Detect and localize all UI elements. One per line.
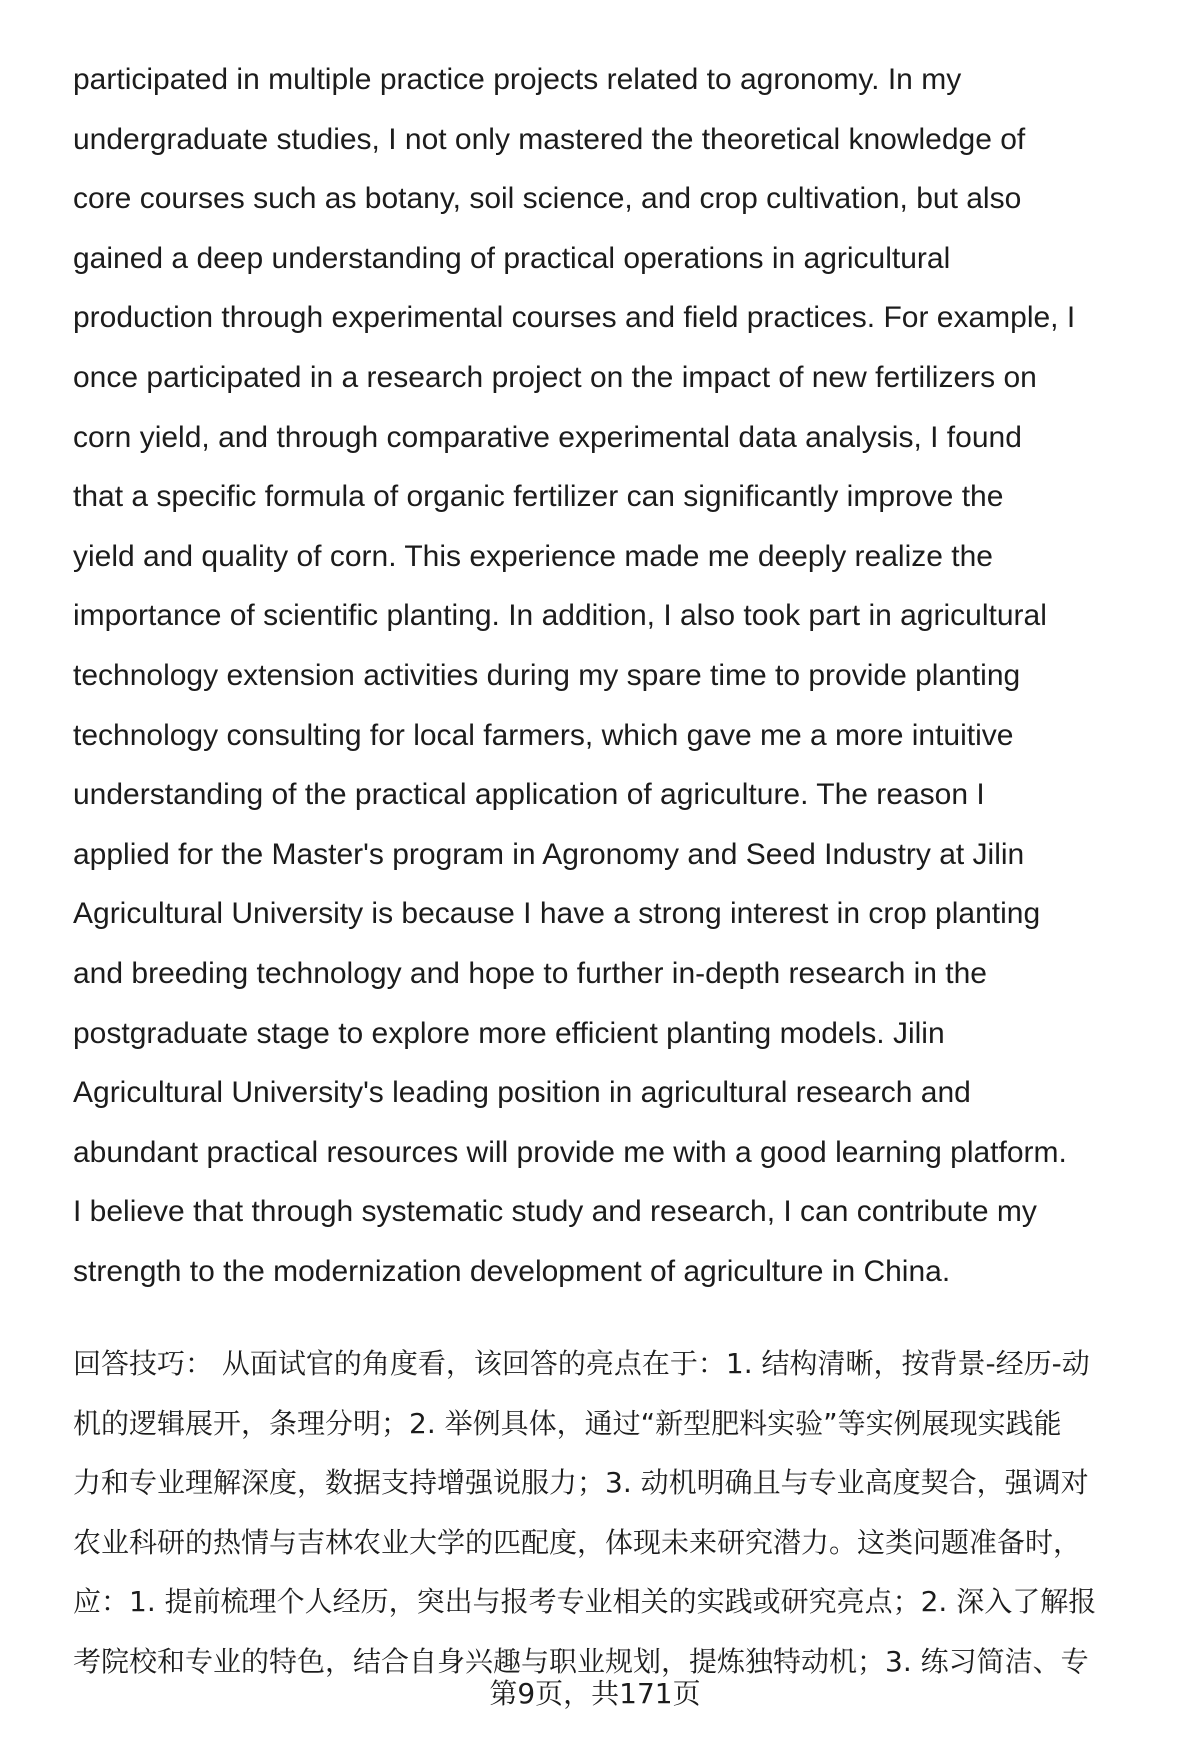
page-footer <box>0 1676 1200 1712</box>
paragraph-line: undergraduate studies, I not only mastered the theoretical knowledge of <box>73 122 1026 156</box>
answer-tips-paragraph <box>73 1334 1183 1691</box>
paragraph-line: I believe that through systematic study and research, I can contribute my <box>73 1195 1037 1229</box>
paragraph-line: applied for the Master's program in Agronomy and Seed Industry at Jilin <box>73 837 1025 871</box>
paragraph-line: yield and quality of corn. This experience made me deeply realize the <box>73 539 993 573</box>
tips-line: 机的逻辑展开，条理分明；2. 举例具体，通过“新型肥料实验”等实例展现实践能 <box>73 1406 1062 1440</box>
tips-line: 力和专业理解深度，数据支持增强说服力；3. 动机明确且与专业高度契合，强调对 <box>73 1466 1089 1499</box>
paragraph-line: participated in multiple practice projects related to agronomy. In my <box>73 63 962 96</box>
paragraph-line: corn yield, and through comparative experimental data analysis, I found <box>73 420 1022 454</box>
paragraph-line: postgraduate stage to explore more efficient planting models. Jilin <box>73 1016 945 1050</box>
tips-line: 考院校和专业的特色，结合自身兴趣与职业规划，提炼独特动机；3. 练习简洁、专 <box>73 1644 1089 1678</box>
tips-line: 农业科研的热情与吉林农业大学的匹配度，体现未来研究潜力。这类问题准备时， <box>73 1525 1082 1559</box>
paragraph-line: that a specific formula of organic fertilizer can significantly improve the <box>73 480 1004 514</box>
paragraph-line: technology extension activities during my spare time to provide planting <box>73 658 1021 692</box>
page-number: 第9页，共171页 <box>489 1677 701 1710</box>
paragraph-line: Agricultural University's leading position in agricultural research and <box>73 1076 971 1110</box>
paragraph-line: technology consulting for local farmers, which gave me a more intuitive <box>73 718 1014 752</box>
tips-line: 应：1. 提前梳理个人经历，突出与报考专业相关的实践或研究亮点；2. 深入了解报 <box>73 1585 1097 1618</box>
paragraph-line: gained a deep understanding of practical operations in agricultural <box>73 241 951 275</box>
paragraph-line: and breeding technology and hope to further in-depth research in the <box>73 956 987 990</box>
paragraph-line: core courses such as botany, soil science, and crop cultivation, but also <box>73 182 1022 216</box>
paragraph-line: importance of scientific planting. In addition, I also took part in agricultural <box>73 599 1047 633</box>
paragraph-line: strength to the modernization development of agriculture in China. <box>73 1254 951 1288</box>
paragraph-line: once participated in a research project on the impact of new fertilizers on <box>73 360 1037 394</box>
answer-paragraph <box>73 50 1173 1301</box>
paragraph-line: understanding of the practical application of agriculture. The reason I <box>73 778 985 812</box>
paragraph-line: abundant practical resources will provide me with a good learning platform. <box>73 1135 1067 1169</box>
tips-line: 回答技巧： 从面试官的角度看，该回答的亮点在于：1. 结构清晰，按背景-经历-动 <box>73 1347 1090 1380</box>
paragraph-line: Agricultural University is because I have a strong interest in crop planting <box>73 897 1041 931</box>
paragraph-line: production through experimental courses and field practices. For example, I <box>73 301 1076 335</box>
